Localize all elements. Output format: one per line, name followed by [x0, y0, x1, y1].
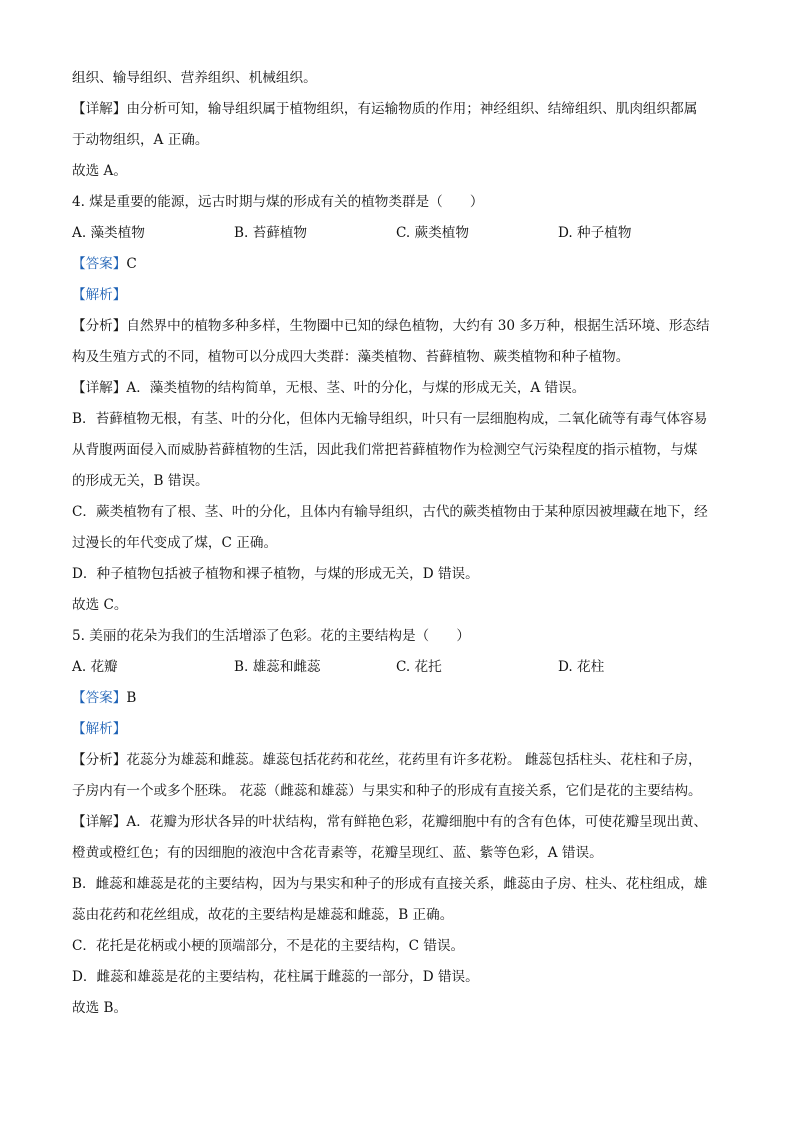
q5-detail-a-1: 【详解】A．花瓣为形状各异的叶状结构，常有鲜艳色彩，花瓣细胞中有的含有色体，可使花瓣呈现出黄、	[72, 814, 708, 830]
answer-value: C	[126, 256, 137, 272]
q5-detail-c: C．花托是花柄或小梗的顶端部分，不是花的主要结构，C 错误。	[72, 938, 465, 954]
q4-detail-b-1: B．苔藓植物无根，有茎、叶的分化，但体内无输导组织，叶只有一层细胞构成，二氧化硫等有毒气体容易	[72, 411, 708, 427]
q5-conclusion: 故选 B。	[72, 1000, 128, 1016]
q4-conclusion: 故选 C。	[72, 597, 128, 613]
q5-analysis-tag: 【解析】	[72, 721, 127, 737]
q5-option-b: B. 雄蕊和雌蕊	[234, 659, 321, 675]
q3-tail: 组织、输导组织、营养组织、机械组织。	[72, 70, 317, 86]
q4-analysis-tag: 【解析】	[72, 287, 127, 303]
q4-option-d: D. 种子植物	[558, 225, 632, 241]
q4-detail-c-2: 过漫长的年代变成了煤，C 正确。	[72, 535, 278, 551]
q4-detail-b-3: 的形成无关，B 错误。	[72, 473, 209, 489]
q4-option-b: B. 苔藓植物	[234, 225, 308, 241]
q4-detail-a: 【详解】A．藻类植物的结构简单，无根、茎、叶的分化，与煤的形成无关，A 错误。	[72, 380, 586, 396]
q5-option-c: C. 花托	[396, 659, 442, 675]
answer-tag: 【答案】	[72, 690, 127, 706]
q4-detail-d: D．种子植物包括被子植物和裸子植物，与煤的形成无关，D 错误。	[72, 566, 479, 582]
q3-detail-line-2: 于动物组织，A 正确。	[72, 132, 209, 148]
q4-analysis-line-2: 构及生殖方式的不同，植物可以分成四大类群：藻类植物、苔藓植物、蕨类植物和种子植物。	[72, 349, 630, 365]
q4-options	[72, 218, 721, 249]
q5-analysis-line-2: 子房内有一个或多个胚珠。 花蕊（雌蕊和雄蕊）与果实和种子的形成有直接关系，它们是花的主要结构。	[72, 783, 702, 799]
q4-option-a: A. 藻类植物	[72, 225, 145, 241]
q5-detail-b-2: 蕊由花药和花丝组成，故花的主要结构是雄蕊和雌蕊，B 正确。	[72, 907, 454, 923]
q4-analysis-line-1: 【分析】自然界中的植物多种多样，生物圈中已知的绿色植物，大约有 30 多万种，根据生活环境、形态结	[72, 318, 710, 334]
q5-detail-a-2: 橙黄或橙红色；有的因细胞的液泡中含花青素等，花瓣呈现红、蓝、紫等色彩，A 错误。	[72, 845, 603, 861]
q5-detail-d: D．雌蕊和雄蕊是花的主要结构，花柱属于雌蕊的一部分，D 错误。	[72, 969, 479, 985]
q5-stem: 5. 美丽的花朵为我们的生活增添了色彩。花的主要结构是（ ）	[72, 628, 470, 644]
q5-option-d: D. 花柱	[558, 659, 605, 675]
answer-tag: 【答案】	[72, 256, 127, 272]
q5-option-a: A. 花瓣	[72, 659, 118, 675]
q4-option-c: C. 蕨类植物	[396, 225, 469, 241]
q4-detail-c-1: C．蕨类植物有了根、茎、叶的分化，且体内有输导组织，古代的蕨类植物由于某种原因被埋藏在地下，经	[72, 504, 708, 520]
q4-stem: 4. 煤是重要的能源，远古时期与煤的形成有关的植物类群是（ ）	[72, 194, 484, 210]
q3-detail-line-1: 【详解】由分析可知，输导组织属于植物组织，有运输物质的作用；神经组织、结缔组织、肌肉组织都属	[72, 101, 698, 117]
q5-options	[72, 652, 721, 683]
q3-conclusion: 故选 A。	[72, 163, 127, 179]
q5-analysis-line-1: 【分析】花蕊分为雄蕊和雌蕊。雄蕊包括花药和花丝，花药里有许多花粉。 雌蕊包括柱头、花柱和子房，	[72, 752, 702, 768]
q5-answer	[72, 683, 721, 714]
answer-value: B	[126, 690, 137, 706]
q4-detail-b-2: 从背腹两面侵入而威胁苔藓植物的生活，因此我们常把苔藓植物作为检测空气污染程度的指示植物，与煤	[72, 442, 698, 458]
q5-detail-b-1: B．雌蕊和雄蕊是花的主要结构，因为与果实和种子的形成有直接关系，雌蕊由子房、柱头、花柱组成，雄	[72, 876, 708, 892]
q4-answer	[72, 249, 721, 280]
detail-tag: 【详解】	[72, 101, 127, 117]
